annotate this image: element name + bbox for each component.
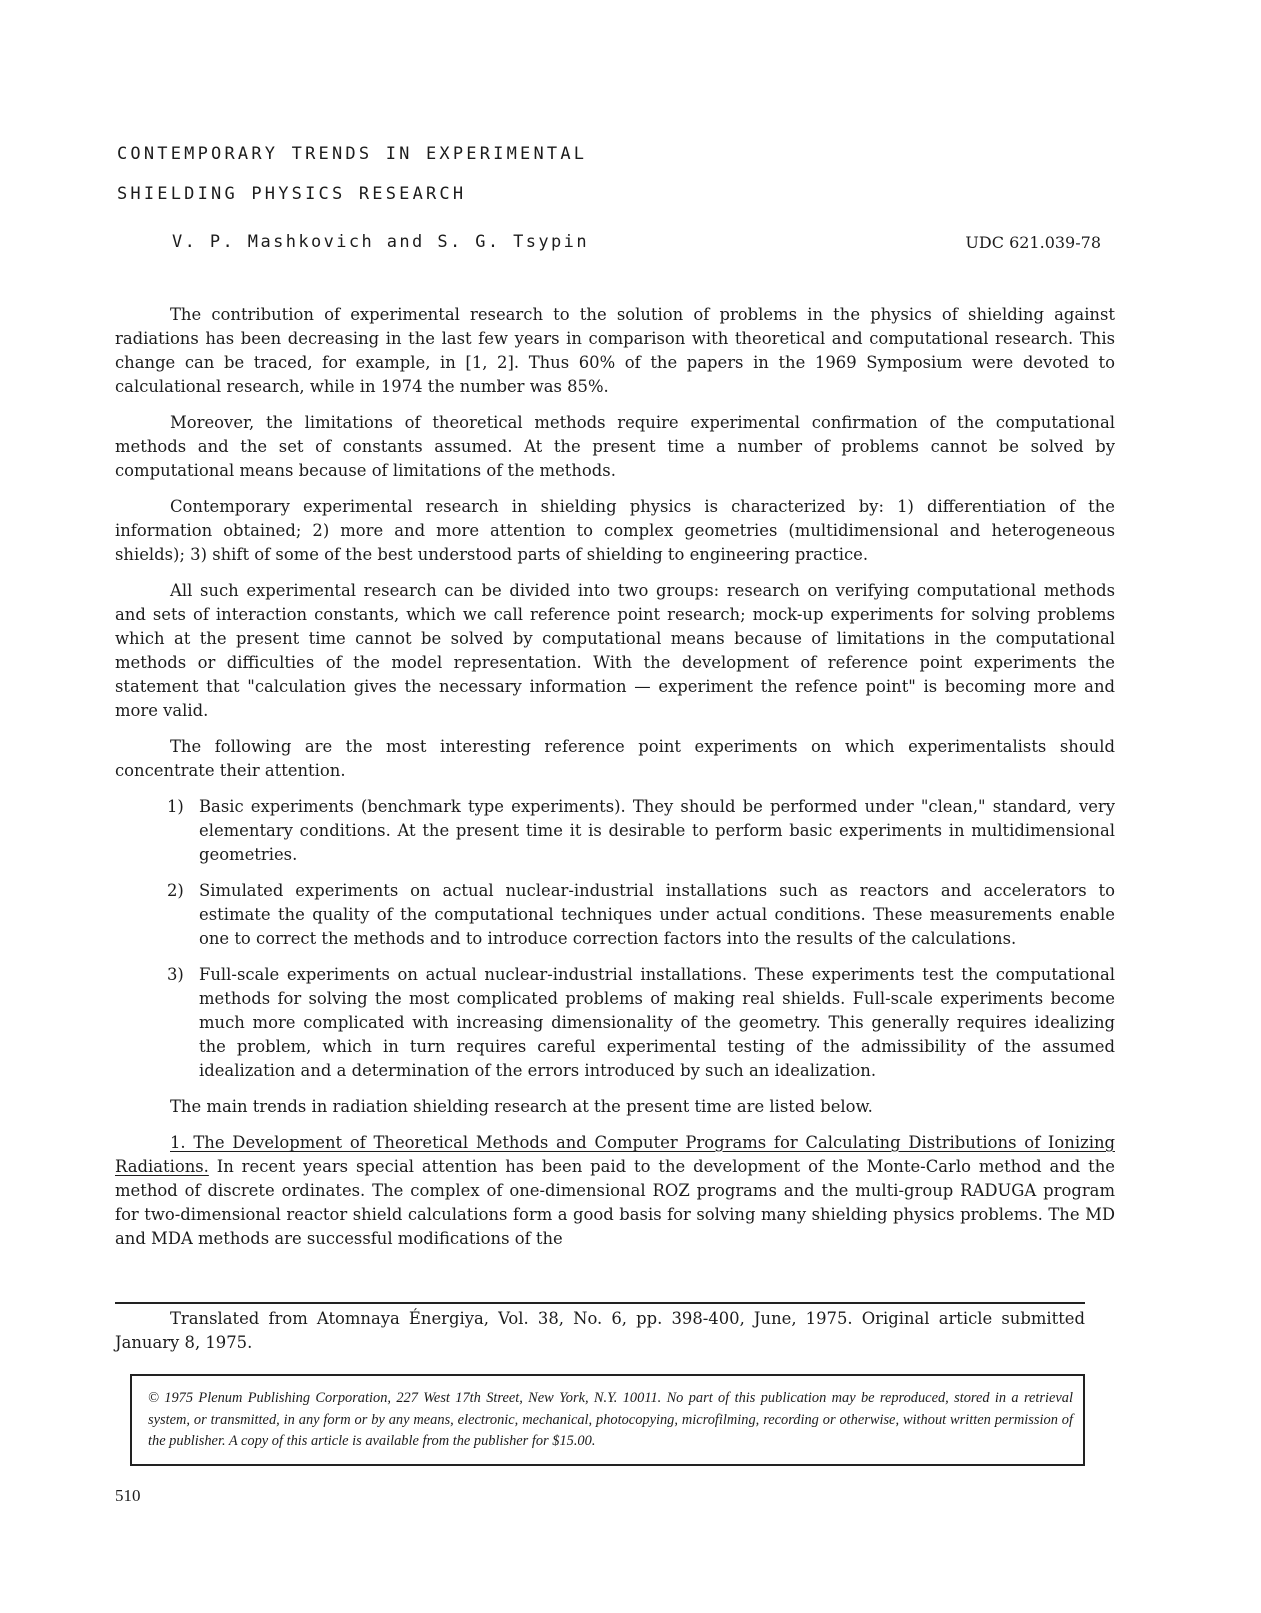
paragraph: Contemporary experimental research in shielding physics is characterized by: 1) differentiation of the information obtained; 2) more and more attention to complex geometries (multidimensional and heterogeneous shields); 3) shift of some of the best understood parts of shielding to engineering practice. [115, 497, 1115, 564]
paragraph: Moreover, the limitations of theoretical methods require experimental confirmation of the computational methods and the set of constants assumed. At the present time a number of problems cannot be solved by computational means because of limitations of the methods. [115, 413, 1115, 480]
article-title-line-1: CONTEMPORARY TRENDS IN EXPERIMENTAL [117, 144, 588, 164]
list-item [115, 795, 1115, 867]
section-1-text: In recent years special attention has been paid to the development of the Monte-Carlo method and the method of discrete ordinates. The complex of one-dimensional ROZ programs and the multi-group RADUGA program for two-dimensional reactor shield calculations form a good basis for solving many shielding physics problems. The MD and MDA methods are successful modifications of the [115, 1157, 1115, 1248]
trends-intro: The main trends in radiation shielding research at the present time are listed below. [170, 1097, 873, 1116]
reference-experiment-list [115, 795, 1115, 1083]
page-number: 510 [115, 1486, 141, 1505]
udc-code: UDC 621.039-78 [965, 233, 1101, 252]
article-title-line-2: SHIELDING PHYSICS RESEARCH [117, 184, 467, 204]
list-item-text: Basic experiments (benchmark type experiments). They should be performed under "clean," standard, very elementary conditions. At the present time it is desirable to perform basic experiments in multidimensional geometries. [199, 797, 1115, 864]
paragraph: The following are the most interesting reference point experiments on which experimentalists should concentrate their attention. [115, 737, 1115, 780]
copyright-box [130, 1374, 1085, 1466]
list-item [115, 963, 1115, 1083]
list-item [115, 879, 1115, 951]
paragraph: All such experimental research can be divided into two groups: research on verifying computational methods and sets of interaction constants, which we call reference point research; mock-up experiments for solving problems which at the present time cannot be solved by computational means because of limitations in the computational methods or difficulties of the model representation. With the development of reference point experiments the statement that "calculation gives the necessary information — experiment the refence point" is becoming more and more valid. [115, 581, 1115, 720]
copyright-notice: © 1975 Plenum Publishing Corporation, 227 West 17th Street, New York, N.Y. 10011. No part of this publication may be reproduced, stored in a retrieval system, or transmitted, in any form or by any means, electronic, mechanical, photocopying, microfilming, recording or otherwise, without written permission of the publisher. A copy of this article is available from the publisher for $15.00. [148, 1390, 1073, 1449]
section-1-heading: 1. The Development of Theoretical Methods and Computer Programs for Calculating Distributions of Ionizing Radiations. [115, 1133, 1115, 1176]
footnote-rule [115, 1302, 1085, 1304]
list-item-number: 2) [167, 881, 184, 900]
list-item-text: Simulated experiments on actual nuclear-industrial installations such as reactors and accelerators to estimate the quality of the computational techniques under actual conditions. These measurements enable one to correct the methods and to introduce correction factors into the results of the calculations. [199, 881, 1115, 948]
list-item-text: Full-scale experiments on actual nuclear-industrial installations. These experiments test the computational methods for solving the most complicated problems of making real shields. Full-scale experiments become much more complicated with increasing dimensionality of the geometry. This generally requires idealizing the problem, which in turn requires careful experimental testing of the admissibility of the assumed idealization and a determination of the errors introduced by such an idealization. [199, 965, 1115, 1080]
list-item-number: 3) [167, 965, 184, 984]
section-1 [115, 1131, 1115, 1251]
list-item-number: 1) [167, 797, 184, 816]
article-body [115, 303, 1115, 1263]
translation-footnote: Translated from Atomnaya Énergiya, Vol. 38, No. 6, pp. 398-400, June, 1975. Original article submitted January 8, 1975. [115, 1309, 1085, 1352]
paragraph: The contribution of experimental research to the solution of problems in the physics of shielding against radiations has been decreasing in the last few years in comparison with theoretical and computational research. This change can be traced, for example, in [1, 2]. Thus 60% of the papers in the 1969 Symposium were devoted to calculational research, while in 1974 the number was 85%. [115, 305, 1115, 396]
authors: V. P. Mashkovich and S. G. Tsypin [172, 232, 589, 252]
